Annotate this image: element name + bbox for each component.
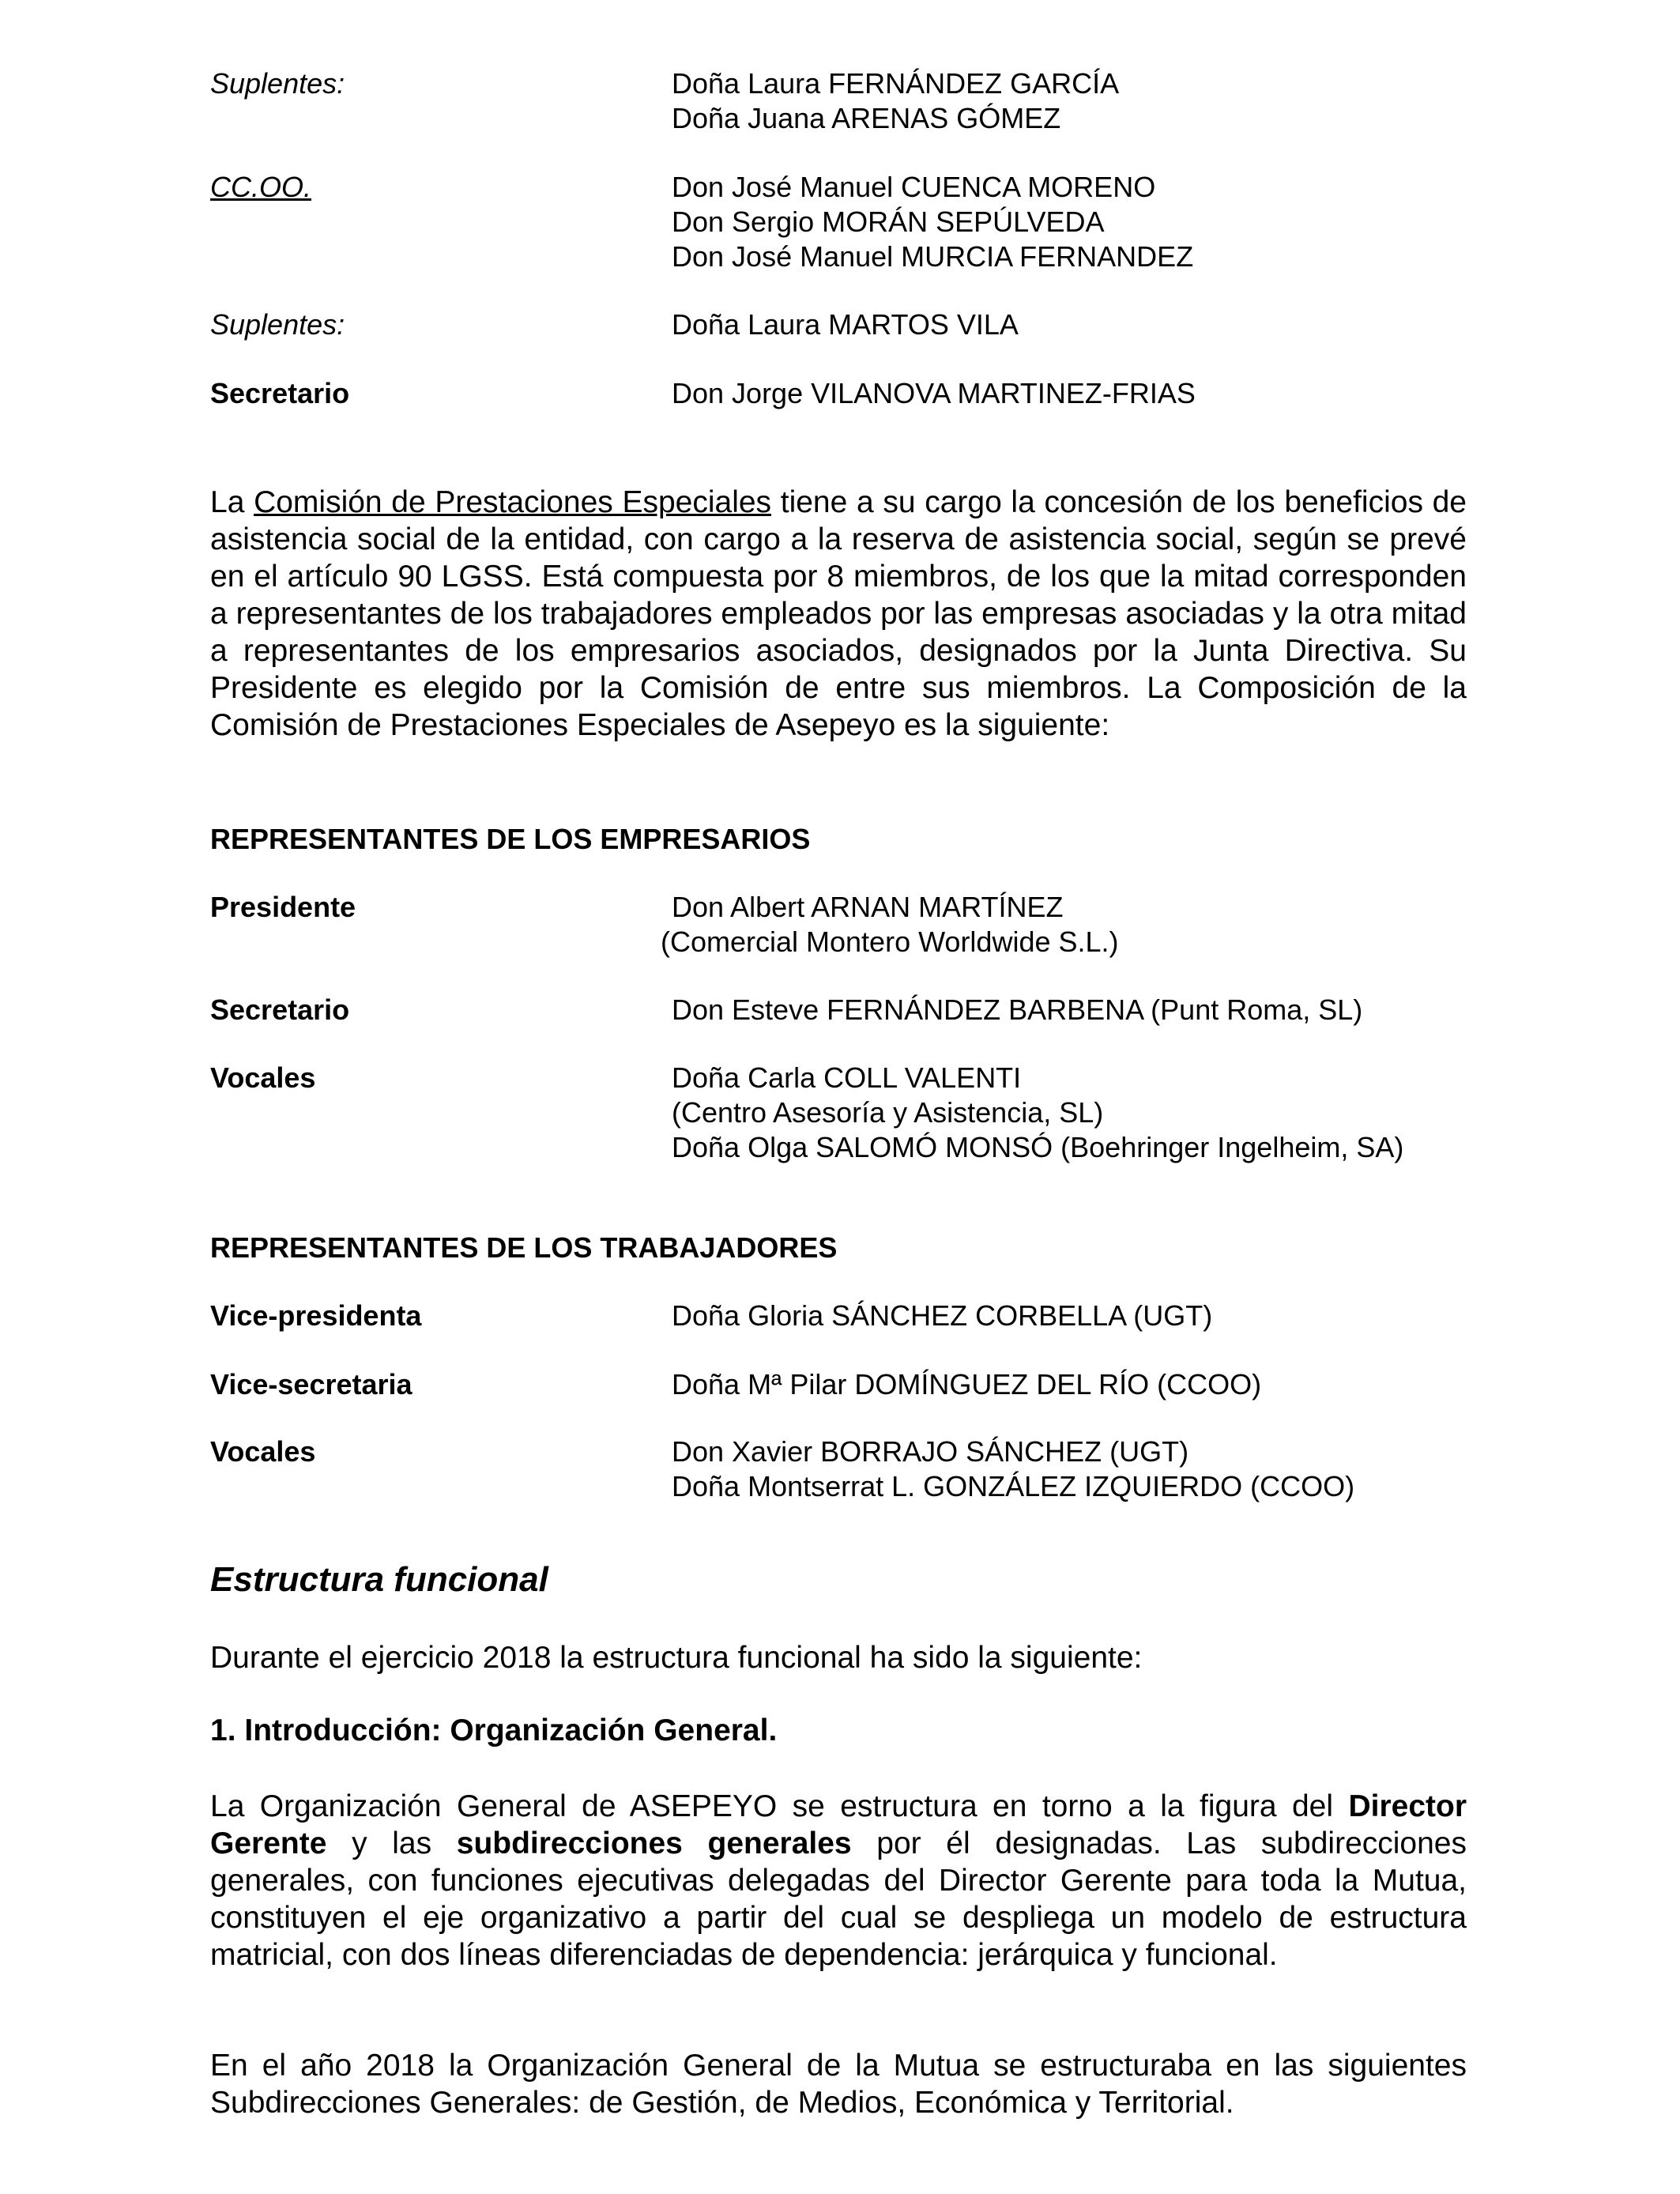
- vocal-trab: Doña Montserrat L. GONZÁLEZ IZQUIERDO (CCOO): [672, 1470, 1355, 1502]
- vocal-emp: (Centro Asesoría y Asistencia, SL): [672, 1096, 1104, 1129]
- ccoo-member: Don Sergio MORÁN SEPÚLVEDA: [672, 205, 1105, 238]
- vicesecretaria-label: Vice-secretaria: [210, 1368, 412, 1400]
- vicepresidenta-label: Vice-presidenta: [210, 1299, 422, 1332]
- trabajadores-heading: REPRESENTANTES DE LOS TRABAJADORES: [210, 1231, 838, 1264]
- p1-text-a: La Organización General de ASEPEYO se estructura en torno a la figura del: [210, 1789, 1349, 1823]
- presidente-name: Don Albert ARNAN MARTÍNEZ: [672, 891, 1064, 923]
- p1-text-d: por él designadas. Las subdirecciones generales, con funciones ejecutivas delegadas del Director Gerente para toda la Mutua, constituyen el eje organizativo a partir del cual se despliega un modelo de estructura matricial, con dos líneas diferenciadas de dependencia: jerárquica y funcional.: [210, 1826, 1467, 1972]
- vocales-trab-label: Vocales: [210, 1435, 316, 1468]
- suplente-name: Doña Laura MARTOS VILA: [672, 308, 1019, 341]
- vocal-emp: Doña Olga SALOMÓ MONSÓ (Boehringer Ingelheim, SA): [672, 1131, 1404, 1163]
- secretario-label: Secretario: [210, 377, 350, 409]
- p1-text-c: y las: [326, 1826, 457, 1860]
- subdirecciones-paragraph: [210, 2047, 1467, 2121]
- p2-text: En el año 2018 la Organización General de la Mutua se estructuraba en las siguientes Subdirecciones Generales: de Gestión, de Medios, Económica y Territorial.: [210, 2049, 1467, 2120]
- section-1-heading: 1. Introducción: Organización General.: [210, 1713, 778, 1747]
- secretario-name: Don Jorge VILANOVA MARTINEZ-FRIAS: [672, 377, 1196, 409]
- director-gerente-term: Director Gerente: [210, 1789, 1467, 1860]
- comision-body: tiene a su cargo la concesión de los beneficios de asistencia social de la entidad, con cargo a la reserva de asistencia social, según se prevé en el artículo 90 LGSS. Está compuesta por 8 miembros, de los que la mitad corresponden a representantes de los trabajadores empleados por las empresas asociadas y la otra mitad a representantes de los empresarios asociados, designados por la Junta Directiva. Su Presidente es elegido por la Comisión de entre sus miembros. La Composición de la Comisión de Prestaciones Especiales de Asepeyo es la siguiente:: [210, 485, 1467, 742]
- subdirecciones-term: subdirecciones generales: [456, 1826, 852, 1860]
- comision-title: Comisión de Prestaciones Especiales: [254, 485, 772, 519]
- suplente-name: Doña Juana ARENAS GÓMEZ: [672, 102, 1061, 134]
- estructura-heading: Estructura funcional: [210, 1560, 548, 1599]
- ccoo-label: CC.OO.: [210, 171, 312, 203]
- presidente-company: (Comercial Montero Worldwide S.L.): [661, 925, 1119, 958]
- organizacion-paragraph: [210, 1788, 1467, 1973]
- vocal-emp: Doña Carla COLL VALENTI: [672, 1061, 1022, 1094]
- ccoo-member: Don José Manuel CUENCA MORENO: [672, 171, 1156, 203]
- vocal-trab: Don Xavier BORRAJO SÁNCHEZ (UGT): [672, 1435, 1189, 1468]
- suplentes-label-2: Suplentes:: [210, 308, 345, 341]
- empresarios-heading: REPRESENTANTES DE LOS EMPRESARIOS: [210, 823, 811, 855]
- comision-paragraph: [210, 484, 1467, 744]
- estructura-intro: Durante el ejercicio 2018 la estructura funcional ha sido la siguiente:: [210, 1641, 1143, 1675]
- suplente-name: Doña Laura FERNÁNDEZ GARCÍA: [672, 67, 1120, 100]
- secretario-emp-name: Don Esteve FERNÁNDEZ BARBENA (Punt Roma, SL): [672, 993, 1363, 1026]
- vicesecretaria-name: Doña Mª Pilar DOMÍNGUEZ DEL RÍO (CCOO): [672, 1368, 1262, 1400]
- vicepresidenta-name: Doña Gloria SÁNCHEZ CORBELLA (UGT): [672, 1299, 1213, 1332]
- comision-lead: La: [210, 485, 254, 519]
- secretario-emp-label: Secretario: [210, 993, 350, 1026]
- vocales-emp-label: Vocales: [210, 1061, 316, 1094]
- suplentes-label-1: Suplentes:: [210, 67, 345, 100]
- ccoo-member: Don José Manuel MURCIA FERNANDEZ: [672, 240, 1194, 273]
- presidente-label: Presidente: [210, 891, 356, 923]
